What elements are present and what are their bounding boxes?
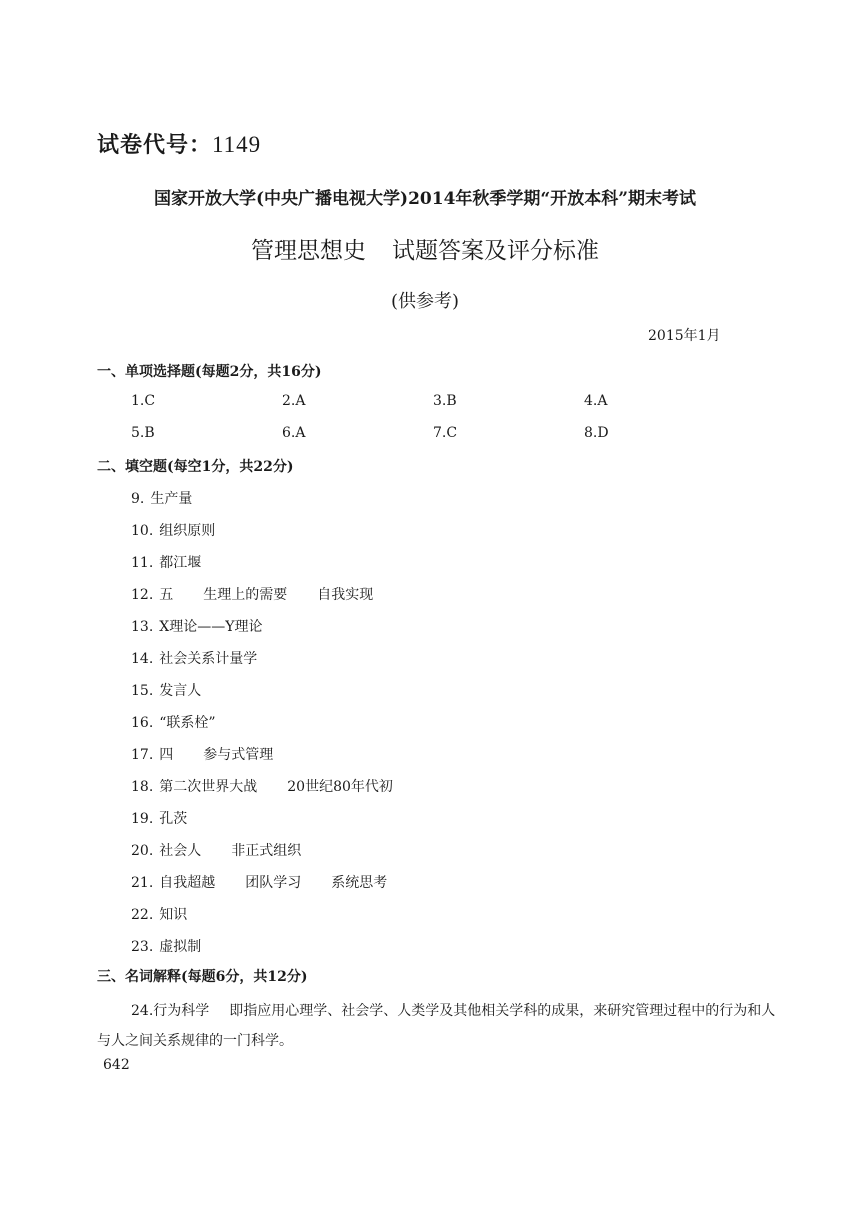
exam-code [97, 128, 261, 159]
fill-item-answer: 虚拟制 [159, 939, 202, 955]
fill-item [131, 840, 301, 860]
fill-item-answer: 知识 [159, 907, 188, 923]
fill-item [131, 712, 216, 732]
page-number: 642 [103, 1057, 130, 1073]
fill-item-answer: 都江堰 [159, 555, 202, 571]
fill-item-answer: 参与式管理 [203, 747, 274, 763]
fill-item-number: 9. [131, 491, 145, 507]
mc-answer: 2.A [282, 393, 306, 409]
page-title [0, 232, 850, 265]
fill-item [131, 808, 187, 828]
fill-item-answer: 孔茨 [159, 811, 188, 827]
fill-item-number: 19. [131, 811, 154, 827]
fill-item-number: 13. [131, 619, 154, 635]
fill-item [131, 488, 192, 508]
mc-answer: 4.A [584, 393, 608, 409]
fill-item-number: 18. [131, 779, 154, 795]
fill-item-answer: 非正式组织 [231, 843, 302, 859]
fill-item-answer: 自我实现 [317, 587, 374, 603]
fill-item-answer: 20世纪80年代初 [287, 779, 393, 795]
fill-item-answer: 四 [159, 747, 174, 763]
fill-item-answer: 组织原则 [159, 523, 216, 539]
section3-heading: 三、名词解释(每题6分，共12分) [97, 969, 308, 985]
fill-item [131, 776, 393, 796]
fill-item-answer: 生理上的需要 [203, 587, 288, 603]
fill-item-number: 12. [131, 587, 154, 603]
title-kind: 试题答案及评分标准 [392, 238, 599, 264]
reference-note: (供参考) [390, 291, 460, 312]
definition-24-text: 即指应用心理学、社会学、人类学及其他相关学科的成果，来研究管理过程中的行为和人与人之间关系规律的一门科学。 [97, 1003, 776, 1049]
exam-code-label: 试卷代号： [97, 132, 213, 158]
mc-answer: 3.B [433, 393, 457, 409]
fill-item [131, 648, 257, 668]
fill-item-answer: “联系栓” [159, 715, 216, 731]
fill-item-answer: 发言人 [159, 683, 202, 699]
fill-item-answer: 团队学习 [245, 875, 302, 891]
fill-item [131, 872, 387, 892]
fill-item [131, 520, 215, 540]
fill-item-number: 23. [131, 939, 154, 955]
organization-line: 国家开放大学(中央广播电视大学)2014年秋季学期“开放本科”期末考试 [154, 189, 696, 209]
exam-code-number: 1149 [212, 132, 262, 157]
fill-item [131, 584, 373, 604]
fill-item-answer: X理论——Y理论 [159, 619, 263, 635]
fill-item-answer: 生产量 [150, 491, 193, 507]
fill-item [131, 904, 187, 924]
fill-item [131, 552, 201, 572]
fill-item [131, 616, 262, 636]
fill-item-answer: 第二次世界大战 [159, 779, 258, 795]
fill-item-number: 21. [131, 875, 154, 891]
fill-item-answer: 系统思考 [331, 875, 388, 891]
definition-24 [97, 996, 777, 1056]
mc-answer: 5.B [131, 425, 155, 441]
mc-answer: 6.A [282, 425, 306, 441]
fill-item-answer: 社会人 [159, 843, 202, 859]
mc-answer: 8.D [584, 425, 609, 441]
section1-heading: 一、单项选择题(每题2分，共16分) [97, 364, 322, 380]
title-subject: 管理思想史 [251, 238, 366, 264]
definition-24-term: 24.行为科学 [131, 1003, 210, 1019]
mc-answer: 7.C [433, 425, 458, 441]
fill-item-number: 10. [131, 523, 154, 539]
fill-item-number: 14. [131, 651, 154, 667]
section2-heading: 二、填空题(每空1分，共22分) [97, 459, 294, 475]
fill-item [131, 680, 201, 700]
fill-item-answer: 五 [159, 587, 174, 603]
mc-answer: 1.C [131, 393, 156, 409]
fill-item-answer: 社会关系计量学 [159, 651, 258, 667]
fill-item [131, 744, 273, 764]
fill-item-number: 16. [131, 715, 154, 731]
fill-item-answer: 自我超越 [159, 875, 216, 891]
fill-item-number: 11. [131, 555, 154, 571]
fill-item-number: 20. [131, 843, 154, 859]
exam-date: 2015年1月 [648, 328, 721, 344]
fill-item-number: 15. [131, 683, 154, 699]
fill-item [131, 936, 201, 956]
fill-item-number: 22. [131, 907, 154, 923]
fill-item-number: 17. [131, 747, 154, 763]
